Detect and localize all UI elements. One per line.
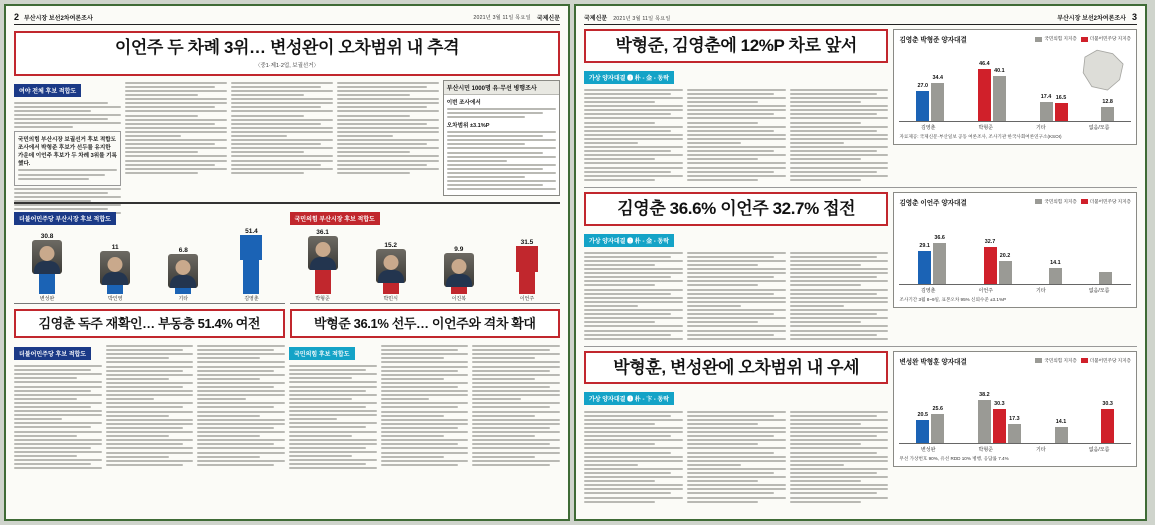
- dem-candidate-3-name: 기타: [178, 295, 189, 302]
- chart-3-label-2: 38.2: [979, 391, 990, 398]
- left-section-title: 부산시장 보선2차여론조사: [24, 16, 93, 22]
- chart-2-legend-2: 국민의힘 지지층: [1044, 198, 1077, 204]
- right-b3-col-1: [584, 408, 683, 504]
- chart-2-xlabel-2: 기타: [1036, 287, 1046, 294]
- left-lead-kicker: 여야 전체 후보 적합도: [14, 84, 81, 97]
- chart-1-legend: [1035, 36, 1131, 42]
- dem-candidate-0: [218, 228, 284, 302]
- right-kicker-2: 가상 양자대결 ❷ 朴 - 金 - 동락: [584, 234, 674, 247]
- survey-row-label-2: 오차범위 ±3.1%P: [446, 122, 490, 129]
- chart-3-legend: [1035, 358, 1131, 364]
- chart-2-label-2: 32.7: [984, 238, 996, 245]
- ppp-candidate-0-name: 박형준: [315, 295, 330, 302]
- chart-1-footnote: 자료제공: 국제신문·부산일보 공동 여론조사, 조사기관 한국사회여론연구소(KSOI): [899, 134, 1062, 139]
- chart-2-legend-3: 더불어민주당 지지층: [1089, 198, 1131, 204]
- right-headline-3: 박형훈, 변성완에 오차범위 내 우세: [613, 357, 860, 377]
- left-sub-headlines: [14, 309, 560, 338]
- ppp-candidate-0: [290, 228, 356, 302]
- survey-box-title: 부산시민 1000명 유·무선 병행조사: [444, 81, 559, 95]
- right-block-2-columns: [584, 250, 888, 342]
- left-sub-headline-2: 박형준 36.1% 선두… 이언주와 격차 확대: [313, 315, 536, 331]
- right-page: [574, 4, 1147, 521]
- survey-row-label-1: 이번 조사에서: [446, 99, 481, 106]
- dem-candidate-bars: [14, 228, 285, 302]
- right-b2-col-2: [687, 250, 786, 342]
- chart-3-label-0: 20.5: [917, 411, 928, 418]
- chart-3-xlabel-2: 기타: [1036, 446, 1046, 453]
- right-headline-box-3: [584, 351, 888, 385]
- chart-1-xlabel-3: 없음/모름: [1088, 125, 1110, 131]
- right-date-line: 2021년 3월 11일 목요일: [613, 15, 671, 22]
- chart-1-label-6: 12.8: [1102, 98, 1113, 105]
- busan-map-icon: [1077, 45, 1131, 97]
- left-bottom-text-1: [14, 365, 102, 469]
- dem-candidate-2-name: 박인영: [107, 295, 123, 302]
- right-headline-box-2: [584, 192, 888, 226]
- chart-3-label-4: 17.3: [1009, 415, 1020, 422]
- right-masthead: [584, 12, 1137, 25]
- chart-1-legend-3: 더불어민주당 지지층: [1089, 36, 1131, 41]
- left-column-3: [231, 80, 333, 198]
- chart-2-label-1: 36.6: [934, 234, 945, 241]
- right-headline-2: 김영춘 36.6% 이언주 32.7% 접전: [617, 198, 856, 218]
- right-block-1: [584, 29, 1137, 183]
- left-bottom-col-3: [197, 343, 285, 472]
- chart-1-xlabels: [899, 124, 1131, 131]
- dem-candidate-3-value: 6.8: [178, 246, 188, 254]
- right-paper-name: 국제신문: [584, 15, 608, 22]
- right-headline-1: 박형준, 김영춘에 12%P 차로 앞서: [615, 36, 857, 55]
- ppp-candidate-2-name: 박민식: [383, 295, 398, 302]
- right-b1-col-2: [687, 87, 786, 183]
- left-bottom-col-2: [106, 343, 194, 472]
- chart-2-plot: [899, 210, 1131, 285]
- chart-3-label-6: 30.3: [1102, 400, 1113, 407]
- ppp-candidate-1: [494, 228, 560, 302]
- right-kicker-3: 가상 양자대결 ❸ 朴 - 卞 - 동락: [584, 392, 674, 405]
- left-sub-headline-box-2: [290, 309, 561, 338]
- chart-2-legend: [1035, 199, 1131, 205]
- dem-candidate-chart: [14, 208, 285, 304]
- left-bottom-text-2: [106, 345, 194, 466]
- chart-1-xlabel-0: 김영춘: [920, 125, 936, 131]
- left-body-text-3: [231, 82, 333, 174]
- right-block-2: [584, 192, 1137, 342]
- chart-3-plot: [899, 369, 1131, 444]
- dem-candidate-2: [82, 228, 148, 302]
- right-b3-col-3: [790, 408, 889, 504]
- right-block-3-columns: [584, 408, 888, 504]
- dem-candidate-1-name: 변성완: [39, 295, 55, 302]
- chart-1-label-4: 17.4: [1040, 93, 1052, 100]
- left-sub-headline-1: 김영춘 독주 재확인… 부동층 51.4% 여전: [38, 315, 261, 331]
- dem-candidate-0-name: 김영춘: [244, 295, 259, 302]
- ppp-candidate-1-value: 31.5: [520, 238, 534, 246]
- chart-2-title: 김영춘 이언주 양자대결: [899, 199, 967, 207]
- left-column-4: [337, 80, 439, 198]
- left-survey-panel: [443, 80, 560, 198]
- dem-candidate-1-value: 30.8: [40, 232, 54, 240]
- left-paper-name: 국제신문: [536, 15, 560, 22]
- chart-1-label-0: 27.0: [917, 82, 928, 89]
- chart-1-title: 김영춘 박형준 양자대결: [899, 37, 967, 44]
- chart-2-label-4: 14.1: [1050, 260, 1061, 267]
- ppp-chart-kicker: 국민의힘 부산시장 후보 적합도: [290, 212, 380, 225]
- dem-candidate-1: [14, 228, 80, 302]
- left-sub-headline-box-1: [14, 309, 285, 338]
- ppp-candidate-bars: [290, 228, 561, 302]
- chart-1-label-5: 16.5: [1055, 94, 1067, 101]
- right-block-1-columns: [584, 87, 888, 183]
- chart-1-label-2: 46.4: [979, 61, 990, 68]
- left-bottom-text-5: [381, 345, 469, 466]
- left-page-number: 2: [14, 12, 20, 22]
- chart-1-label-1: 34.4: [932, 74, 943, 81]
- right-b1-col-1: [584, 87, 683, 183]
- dem-candidate-2-value: 11: [111, 243, 119, 251]
- left-main-headline: 이언주 두 차례 3위… 변성완이 오차범위 내 추격: [114, 38, 460, 57]
- chart-2: [893, 192, 1137, 308]
- chart-3-label-3: 30.3: [994, 400, 1005, 407]
- left-bottom-col-1: [14, 343, 102, 472]
- left-body-text-4: [337, 82, 439, 174]
- left-headline-subtitle: 〈중1·제1·2업, 보궐선거〉: [254, 62, 320, 69]
- right-kicker-1: 가상 양자대결 ❶ 朴 - 金 - 동락: [584, 71, 674, 84]
- dem-candidate-3: [150, 228, 216, 302]
- ppp-candidate-1-name: 이언주: [519, 295, 535, 302]
- chart-3-footnote: 무선 가상번호 90%, 유선 RDD 10% 병행, 응답률 7.4%: [899, 455, 1009, 461]
- right-b2-col-3: [790, 250, 889, 342]
- left-main-headline-box: [14, 31, 560, 76]
- ppp-candidate-3: [426, 228, 492, 302]
- chart-1-xlabel-1: 박형준: [978, 125, 993, 131]
- left-candidate-charts: [14, 208, 560, 304]
- chart-3-label-1: 25.6: [932, 405, 943, 412]
- left-note-box: [14, 131, 121, 185]
- chart-2-footnote: 조사기간 3월 8~9일, 표본오차 95% 신뢰수준 ±3.1%P: [899, 296, 1007, 302]
- ppp-candidate-3-value: 9.9: [454, 245, 464, 253]
- left-bottom-col-4: [289, 343, 377, 472]
- chart-3-xlabel-3: 없음/모름: [1088, 446, 1110, 453]
- ppp-candidate-2: [358, 228, 424, 302]
- left-lead-columns: [14, 80, 560, 198]
- avatar: [100, 251, 130, 285]
- right-section-title: 부산시장 보선2차여론조사: [1057, 15, 1126, 22]
- left-bottom-text-6: [472, 345, 560, 466]
- left-column-1: [14, 80, 121, 198]
- chart-1-legend-2: 국민의힘 지지층: [1044, 36, 1077, 41]
- right-block-3: [584, 351, 1137, 505]
- left-column-2: [125, 80, 227, 198]
- chart-3-xlabel-1: 박형준: [978, 446, 993, 453]
- avatar: [444, 253, 474, 287]
- ppp-candidate-chart: [290, 208, 561, 304]
- avatar: [308, 236, 338, 270]
- chart-3-title: 변성완 박형훈 양자대결: [899, 358, 967, 366]
- survey-box: [443, 80, 560, 197]
- right-b3-col-2: [687, 408, 786, 504]
- dem-candidate-0-value: 51.4: [245, 227, 258, 235]
- ppp-candidate-2-value: 15.2: [384, 241, 398, 249]
- chart-2-label-3: 20.2: [999, 253, 1011, 259]
- avatar: [32, 240, 62, 274]
- left-bottom-columns: [14, 343, 560, 472]
- right-headline-box-1: [584, 29, 888, 63]
- party-logo-icon: [516, 246, 538, 272]
- avatar: [376, 249, 406, 283]
- left-date-line: 2021년 3월 11일 목요일: [473, 14, 531, 21]
- chart-3-xlabel-0: 변성완: [920, 446, 936, 453]
- ppp-candidate-0-value: 36.1: [316, 228, 329, 236]
- right-page-number: 3: [1131, 12, 1137, 22]
- left-bottom-kicker-2: 국민의힘 후보 적합도: [289, 347, 355, 360]
- chart-3-xlabels: [899, 446, 1131, 453]
- right-b2-col-1: [584, 250, 683, 342]
- left-bottom-text-4: [289, 365, 377, 469]
- left-body-text-2: [125, 82, 227, 174]
- chart-1-label-3: 40.1: [994, 67, 1005, 74]
- left-bottom-kicker-1: 더불어민주당 후보 적합도: [14, 347, 91, 360]
- chart-2-label-0: 29.1: [919, 243, 930, 250]
- left-note-title: 국민의힘 부산시장 보궐선거 후보 적합도 조사에서 박형준 후보가 선두를 유지한 가운데 이언주 후보가 두 차례 3위를 기록했다.: [18, 137, 117, 168]
- left-bottom-col-6: [472, 343, 560, 472]
- chart-2-xlabel-0: 김영춘: [920, 287, 936, 294]
- left-page: [4, 4, 570, 521]
- chart-2-xlabels: [899, 287, 1131, 294]
- avatar: [168, 254, 198, 288]
- chart-3-label-5: 14.1: [1055, 419, 1067, 426]
- dem-chart-kicker: 더불어민주당 부산시장 후보 적합도: [14, 212, 116, 225]
- left-bottom-text-3: [197, 345, 285, 466]
- chart-2-xlabel-3: 없음/모름: [1088, 287, 1110, 294]
- left-masthead: [14, 12, 560, 25]
- party-logo-icon: [240, 235, 262, 261]
- left-body-text-1: [14, 102, 121, 129]
- left-bottom-col-5: [381, 343, 469, 472]
- chart-2-xlabel-1: 이언주: [978, 287, 993, 294]
- chart-3: [893, 351, 1137, 467]
- chart-3-legend-3: 더불어민주당 지지층: [1089, 357, 1131, 363]
- chart-3-legend-2: 국민의힘 지지층: [1044, 357, 1077, 363]
- ppp-candidate-3-name: 이진복: [451, 295, 467, 302]
- right-b1-col-3: [790, 87, 889, 183]
- chart-1-xlabel-2: 기타: [1036, 125, 1046, 131]
